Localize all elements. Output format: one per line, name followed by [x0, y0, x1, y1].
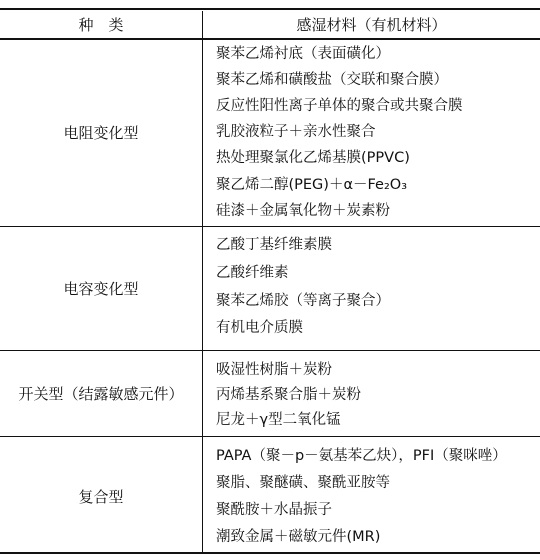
material-item: 热处理聚氯化乙烯基膜(PPVC): [216, 150, 410, 166]
material-item: 尼龙＋γ型二氧化锰: [216, 412, 341, 428]
material-item: 聚酰胺＋水晶振子: [216, 502, 332, 518]
row-type: 复合型: [78, 488, 124, 506]
material-item: 硅漆＋金属氧化物＋炭素粉: [216, 203, 390, 219]
column-divider: [202, 11, 203, 553]
row-type: 电容变化型: [63, 280, 139, 298]
material-item: 聚乙烯二醇(PEG)＋α－Fe₂O₃: [216, 177, 408, 193]
material-item: PAPA（聚－p－氨基苯乙炔），PFI（聚咪唑）: [216, 448, 507, 464]
material-item: 聚苯乙烯胶（等离子聚合）: [216, 293, 390, 309]
material-item: 吸湿性树脂＋炭粉: [216, 362, 332, 378]
header-material: 感湿材料（有机材料）: [296, 16, 447, 34]
humidity-materials-table: [0, 3, 540, 555]
group-divider: [0, 226, 540, 227]
material-item: 乙酸丁基纤维素膜: [216, 237, 332, 253]
material-item: 乳胶液粒子＋亲水性聚合: [216, 124, 376, 140]
group-divider: [0, 350, 540, 351]
group-divider: [0, 436, 540, 437]
material-item: 乙酸纤维素: [216, 265, 289, 281]
table-bottom-rule: [0, 552, 540, 554]
material-item: 潮致金属＋磁敏元件(MR): [216, 529, 381, 545]
material-item: 丙烯基系聚合脂＋炭粉: [216, 387, 361, 403]
material-item: 聚脂、聚醚磺、聚酰亚胺等: [216, 475, 390, 491]
header-type: 种 类: [78, 16, 124, 34]
row-type: 开关型（结露敏感元件）: [18, 385, 184, 403]
table-top-rule: [0, 8, 540, 10]
material-item: 反应性阳性离子单体的聚合或共聚合膜: [216, 98, 463, 114]
material-item: 聚苯乙烯和磺酸盐（交联和聚合膜）: [216, 72, 448, 88]
row-type: 电阻变化型: [63, 124, 139, 142]
material-item: 聚苯乙烯衬底（表面磺化）: [216, 46, 390, 62]
material-item: 有机电介质膜: [216, 320, 303, 336]
